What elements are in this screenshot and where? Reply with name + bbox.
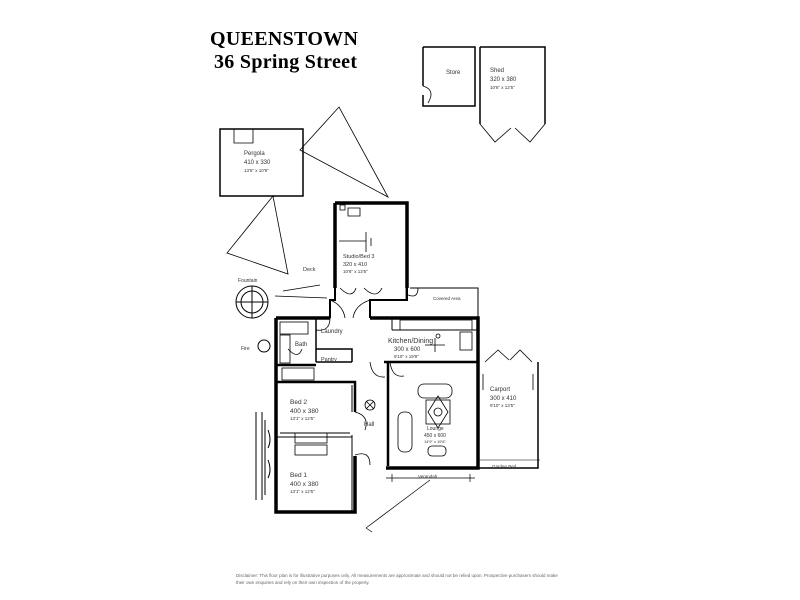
studio-imperial: 10'6" x 13'5"	[343, 269, 368, 274]
carport-dims: 300 x 410	[490, 396, 517, 402]
garden-bed-label: Garden Bed	[492, 464, 517, 469]
lounge-label: Lounge	[427, 426, 444, 432]
carport-imperial: 9'10" x 13'5"	[490, 403, 515, 408]
plan-title: QUEENSTOWN	[210, 28, 359, 50]
outbuildings	[423, 47, 545, 142]
covered-area-label: Covered Area	[433, 296, 461, 301]
studio	[335, 203, 407, 288]
carport	[478, 350, 540, 468]
fire-label: Fire	[241, 346, 250, 352]
pergola-label: Pergola	[244, 151, 265, 157]
shed-dims: 320 x 380	[490, 77, 517, 83]
carport-label: Carport	[490, 387, 511, 393]
store-label: Store	[446, 70, 461, 76]
sight-lines	[227, 107, 388, 274]
verandah	[256, 412, 270, 500]
lounge-dims: 450 x 600	[424, 433, 446, 439]
plan-address: 36 Spring Street	[214, 51, 358, 73]
bed2-imperial: 13'1" x 12'5"	[290, 416, 315, 421]
pergola-dims: 410 x 330	[244, 160, 271, 166]
kitchen-label: Kitchen/Dining	[388, 338, 434, 345]
passage	[275, 285, 418, 318]
covered-area	[410, 288, 478, 318]
studio-dims: 320 x 410	[343, 262, 368, 268]
fire-icon	[258, 340, 270, 352]
shed-label: Shed	[490, 68, 505, 74]
bed1-label: Bed 1	[290, 472, 307, 479]
deck-label: Deck	[303, 267, 316, 273]
bed2-label: Bed 2	[290, 399, 307, 406]
fountain-label: Fountain	[238, 278, 258, 284]
hall-label: Hall	[364, 422, 375, 428]
verandah-label: Verandah	[418, 474, 438, 479]
garden-lines	[366, 474, 475, 532]
studio-label: Studio/Bed 3	[343, 254, 375, 260]
bath-label: Bath	[295, 342, 308, 348]
kitchen-imperial: 9'10" x 19'8"	[394, 354, 419, 359]
disclaimer-text: Disclaimer: This floor plan is for illustrative purposes only. All measurements are approximate and should not be relied upon. Prospective purchasers should make their own enquiries and rely on their own inspection of the property.	[236, 573, 558, 585]
kitchen-dims: 300 x 600	[394, 347, 421, 353]
lounge-imperial: 14'9" x 19'8"	[424, 439, 446, 444]
laundry-label: Laundry	[321, 329, 343, 335]
bed1-dims: 400 x 380	[290, 481, 319, 488]
bed2-dims: 400 x 380	[290, 408, 319, 415]
pantry-label: Pantry	[321, 357, 337, 363]
fountain-icon	[236, 286, 268, 318]
pergola-imperial: 13'5" x 10'9"	[244, 168, 269, 173]
shed-imperial: 10'6" x 12'5"	[490, 85, 515, 90]
bed1-imperial: 13'1" x 12'5"	[290, 489, 315, 494]
